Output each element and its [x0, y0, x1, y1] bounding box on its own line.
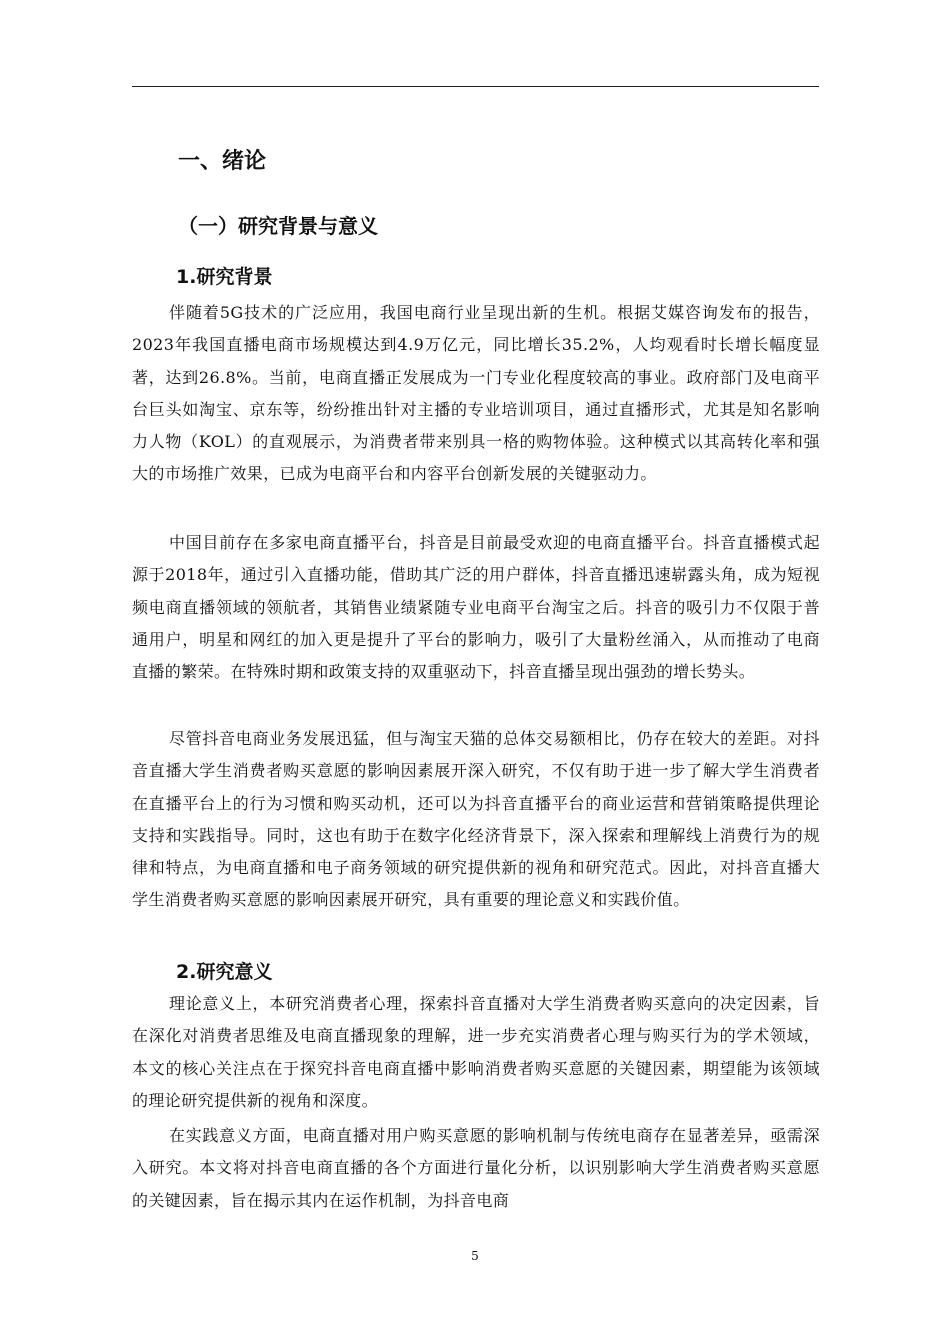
subsection-heading-background: 1.研究背景 [176, 266, 273, 288]
header-rule [132, 86, 819, 87]
chapter-heading: 一、绪论 [178, 149, 267, 174]
page-number: 5 [471, 1249, 479, 1263]
body-paragraph: 伴随着5G技术的广泛应用，我国电商行业呈现出新的生机。根据艾媒咨询发布的报告，2023年我国直播电商市场规模达到4.9万亿元，同比增长35.2%，人均观看时长增长幅度显著，达到26.8%。当前，电商直播正发展成为一门专业化程度较高的事业。政府部门及电商平台巨头如淘宝、京东等，纷纷推出针对主播的专业培训项目，通过直播形式，尤其是知名影响力人物（KOL）的直观展示，为消费者带来别具一格的购物体验。这种模式以其高转化率和强大的市场推广效果，已成为电商平台和内容平台创新发展的关键驱动力。 [132, 303, 820, 484]
subsection-heading-significance: 2.研究意义 [176, 961, 273, 983]
body-paragraph: 尽管抖音电商业务发展迅猛，但与淘宝天猫的总体交易额相比，仍存在较大的差距。对抖音直播大学生消费者购买意愿的影响因素展开深入研究，不仅有助于进一步了解大学生消费者在直播平台上的行为习惯和购买动机，还可以为抖音直播平台的商业运营和营销策略提供理论支持和实践指导。同时，这也有助于在数字化经济背景下，深入探索和理解线上消费行为的规律和特点，为电商直播和电子商务领域的研究提供新的视角和研究范式。因此，对抖音直播大学生消费者购买意愿的影响因素展开研究，具有重要的理论意义和实践价值。 [132, 729, 820, 910]
section-heading: （一）研究背景与意义 [178, 214, 378, 238]
body-paragraph: 中国目前存在多家电商直播平台，抖音是目前最受欢迎的电商直播平台。抖音直播模式起源于2018年，通过引入直播功能，借助其广泛的用户群体，抖音直播迅速崭露头角，成为短视频电商直播领域的领航者，其销售业绩紧随专业电商平台淘宝之后。抖音的吸引力不仅限于普通用户，明星和网红的加入更是提升了平台的影响力，吸引了大量粉丝涌入，从而推动了电商直播的繁荣。在特殊时期和政策支持的双重驱动下，抖音直播呈现出强劲的增长势头。 [132, 533, 820, 682]
body-paragraph: 理论意义上，本研究消费者心理，探索抖音直播对大学生消费者购买意向的决定因素，旨在深化对消费者思维及电商直播现象的理解，进一步充实消费者心理与购买行为的学术领域，本文的核心关注点在于探究抖音电商直播中影响消费者购买意愿的关键因素，期望能为该领域的理论研究提供新的视角和深度。 [132, 994, 820, 1110]
body-paragraph: 在实践意义方面，电商直播对用户购买意愿的影响机制与传统电商存在显著差异，亟需深入研究。本文将对抖音电商直播的各个方面进行量化分析，以识别影响大学生消费者购买意愿的关键因素，旨在揭示其内在运作机制，为抖音电商 [132, 1126, 820, 1210]
